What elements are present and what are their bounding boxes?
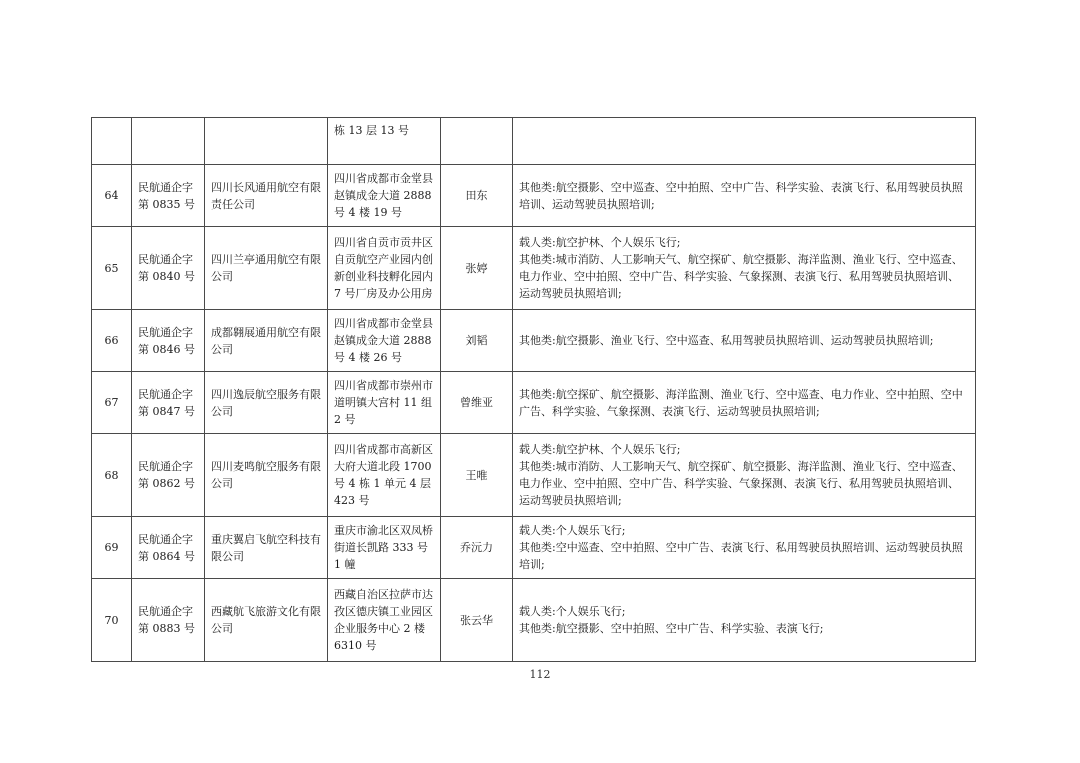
row-number-cell: 69 xyxy=(92,517,132,579)
legal-representative-cell: 曾维亚 xyxy=(441,372,513,434)
address-cell: 西藏自治区拉萨市达孜区德庆镇工业园区企业服务中心 2 楼 6310 号 xyxy=(328,579,441,662)
address-cell: 重庆市渝北区双凤桥街道长凯路 333 号 1 幢 xyxy=(328,517,441,579)
business-scope-cell xyxy=(513,579,976,662)
permit-number-cell: 民航通企字第 0883 号 xyxy=(132,579,205,662)
table-row xyxy=(92,227,976,310)
permit-table xyxy=(91,117,976,662)
address-cell: 四川省成都市崇州市道明镇大宫村 11 组 2 号 xyxy=(328,372,441,434)
table-row xyxy=(92,434,976,517)
address-cell: 四川省成都市金堂县赵镇成金大道 2888 号 4 楼 19 号 xyxy=(328,165,441,227)
legal-representative-cell: 刘韬 xyxy=(441,310,513,372)
company-name-cell: 四川逸辰航空服务有限公司 xyxy=(205,372,328,434)
scope-line: 其他类:空中巡查、空中拍照、空中广告、表演飞行、私用驾驶员执照培训、运动驾驶员执照培训; xyxy=(519,541,963,571)
row-number-cell: 68 xyxy=(92,434,132,517)
table-row xyxy=(92,310,976,372)
permit-number-cell: 民航通企字第 0862 号 xyxy=(132,434,205,517)
table-row-continuation xyxy=(92,118,976,165)
business-scope-cell xyxy=(513,118,976,165)
scope-line: 载人类:个人娱乐飞行; xyxy=(519,524,626,537)
company-name-cell: 西藏航飞旅游文化有限公司 xyxy=(205,579,328,662)
legal-representative-cell: 张云华 xyxy=(441,579,513,662)
scope-line: 其他类:城市消防、人工影响天气、航空探矿、航空摄影、海洋监测、渔业飞行、空中巡查、电力作业、空中拍照、空中广告、科学实验、气象探测、表演飞行、私用驾驶员执照培训、运动驾驶员执照培训; xyxy=(519,460,963,507)
company-name-cell: 重庆翼启飞航空科技有限公司 xyxy=(205,517,328,579)
scope-line: 载人类:航空护林、个人娱乐飞行; xyxy=(519,443,681,456)
scope-line: 其他类:航空摄影、空中巡查、空中拍照、空中广告、科学实验、表演飞行、私用驾驶员执照培训、运动驾驶员执照培训; xyxy=(519,180,963,211)
legal-representative-cell: 王唯 xyxy=(441,434,513,517)
company-name-cell xyxy=(205,118,328,165)
company-name-cell: 成都翱展通用航空有限公司 xyxy=(205,310,328,372)
table-row xyxy=(92,372,976,434)
permit-number-cell: 民航通企字第 0835 号 xyxy=(132,165,205,227)
business-scope-cell xyxy=(513,310,976,372)
table-row xyxy=(92,579,976,662)
business-scope-cell xyxy=(513,434,976,517)
scope-line: 其他类:航空探矿、航空摄影、海洋监测、渔业飞行、空中巡查、电力作业、空中拍照、空中广告、科学实验、气象探测、表演飞行、运动驾驶员执照培训; xyxy=(519,387,963,418)
company-name-cell: 四川兰亭通用航空有限公司 xyxy=(205,227,328,310)
row-number-cell xyxy=(92,118,132,165)
permit-number-cell: 民航通企字第 0847 号 xyxy=(132,372,205,434)
scope-line: 其他类:航空摄影、渔业飞行、空中巡查、私用驾驶员执照培训、运动驾驶员执照培训; xyxy=(519,334,934,347)
address-cell: 四川省成都市高新区大府大道北段 1700 号 4 栋 1 单元 4 层 423 号 xyxy=(328,434,441,517)
scope-line: 载人类:航空护林、个人娱乐飞行; xyxy=(519,236,681,249)
permit-number-cell: 民航通企字第 0864 号 xyxy=(132,517,205,579)
legal-representative-cell: 乔沅力 xyxy=(441,517,513,579)
address-cell: 四川省成都市金堂县赵镇成金大道 2888 号 4 楼 26 号 xyxy=(328,310,441,372)
row-number-cell: 70 xyxy=(92,579,132,662)
page-number: 112 xyxy=(529,668,551,681)
row-number-cell: 65 xyxy=(92,227,132,310)
row-number-cell: 67 xyxy=(92,372,132,434)
scope-line: 其他类:航空摄影、空中拍照、空中广告、科学实验、表演飞行; xyxy=(519,622,824,635)
table-row xyxy=(92,517,976,579)
permit-number-cell: 民航通企字第 0846 号 xyxy=(132,310,205,372)
row-number-cell: 66 xyxy=(92,310,132,372)
business-scope-cell xyxy=(513,517,976,579)
business-scope-cell xyxy=(513,165,976,227)
company-name-cell: 四川长风通用航空有限责任公司 xyxy=(205,165,328,227)
table-row xyxy=(92,165,976,227)
company-name-cell: 四川麦鸣航空服务有限公司 xyxy=(205,434,328,517)
address-cell: 四川省自贡市贡井区自贡航空产业园内创新创业科技孵化园内 7 号厂房及办公用房 xyxy=(328,227,441,310)
legal-representative-cell: 张婷 xyxy=(441,227,513,310)
scope-line: 其他类:城市消防、人工影响天气、航空探矿、航空摄影、海洋监测、渔业飞行、空中巡查、电力作业、空中拍照、空中广告、科学实验、气象探测、表演飞行、私用驾驶员执照培训、运动驾驶员执照培训; xyxy=(519,253,963,300)
row-number-cell: 64 xyxy=(92,165,132,227)
legal-representative-cell xyxy=(441,118,513,165)
business-scope-cell xyxy=(513,227,976,310)
permit-number-cell: 民航通企字第 0840 号 xyxy=(132,227,205,310)
business-scope-cell xyxy=(513,372,976,434)
address-cell: 栋 13 层 13 号 xyxy=(328,118,441,165)
permit-number-cell xyxy=(132,118,205,165)
legal-representative-cell: 田东 xyxy=(441,165,513,227)
scope-line: 载人类:个人娱乐飞行; xyxy=(519,605,626,618)
